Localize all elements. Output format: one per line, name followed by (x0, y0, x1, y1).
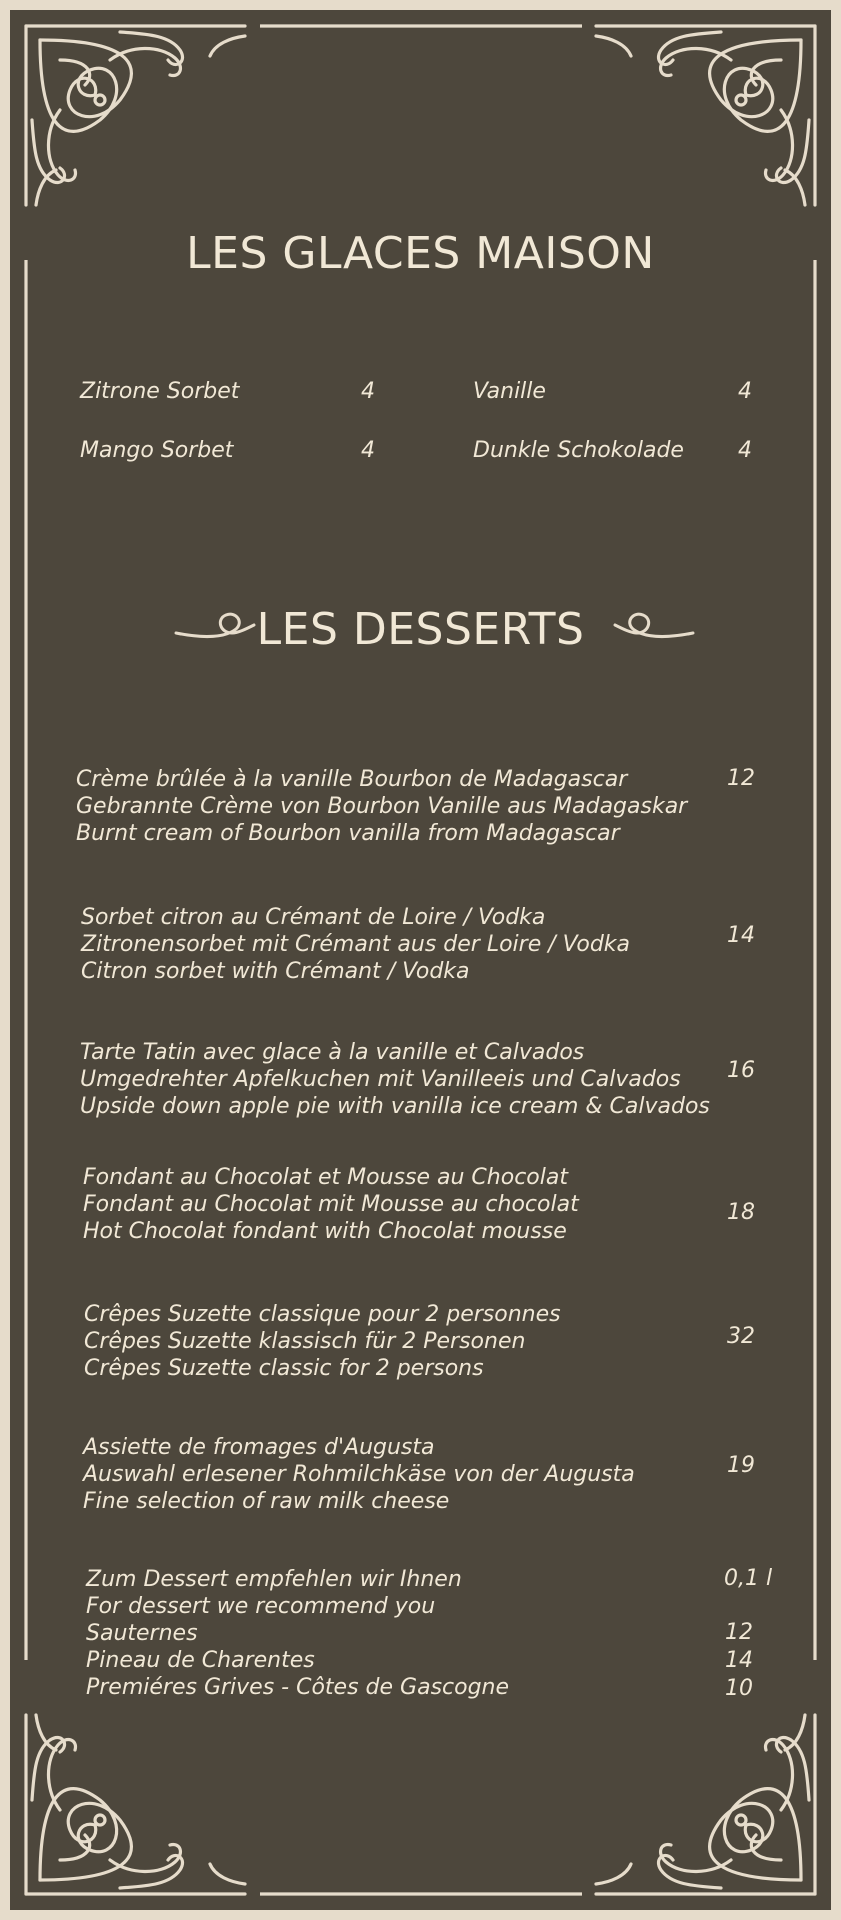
wine-heading-en: For dessert we recommend you (86, 1594, 436, 1619)
dessert-item (83, 1434, 635, 1515)
menu-item-name: Vanille (473, 379, 546, 404)
menu-item-name: Dunkle Schokolade (473, 438, 684, 463)
dessert-price: 18 (727, 1200, 755, 1225)
dessert-line-en: Burnt cream of Bourbon vanilla from Madagascar (76, 821, 620, 846)
dessert-line-de: Zitronensorbet mit Crémant aus der Loire / Vodka (81, 932, 631, 957)
dessert-line-de: Gebrannte Crème von Bourbon Vanille aus Madagaskar (76, 794, 688, 819)
dessert-line-fr: Crêpes Suzette classique pour 2 personnes (84, 1302, 561, 1327)
dessert-item (83, 1164, 579, 1245)
dessert-price: 19 (727, 1453, 755, 1478)
dessert-price: 12 (727, 766, 755, 791)
dessert-price: 14 (727, 923, 755, 948)
wine-price: 14 (725, 1648, 753, 1673)
glaces-title: LES GLACES MAISON (186, 228, 655, 279)
wine-name: Sauternes (86, 1621, 198, 1646)
wine-price: 10 (725, 1676, 753, 1701)
dessert-line-en: Hot Chocolat fondant with Chocolat mousse (83, 1219, 567, 1244)
wine-name: Premiéres Grives - Côtes de Gascogne (86, 1675, 510, 1700)
wine-unit: 0,1 l (724, 1566, 773, 1591)
dessert-line-fr: Sorbet citron au Crémant de Loire / Vodka (81, 905, 546, 930)
dessert-item (84, 1301, 561, 1382)
dessert-line-fr: Crème brûlée à la vanille Bourbon de Madagascar (76, 767, 628, 792)
dessert-line-fr: Tarte Tatin avec glace à la vanille et Calvados (80, 1040, 585, 1065)
flourish-corner-icon (596, 1715, 815, 1894)
dessert-item (80, 1039, 710, 1120)
dessert-line-de: Auswahl erlesener Rohmilchkäse von der Augusta (83, 1462, 635, 1487)
flourish-corner-icon (26, 1715, 245, 1894)
dessert-line-fr: Fondant au Chocolat et Mousse au Chocolat (83, 1165, 568, 1190)
wine-name: Pineau de Charentes (86, 1648, 315, 1673)
dessert-line-en: Upside down apple pie with vanilla ice cream & Calvados (80, 1094, 710, 1119)
flourish-corner-icon (596, 26, 815, 205)
dessert-line-en: Fine selection of raw milk cheese (83, 1489, 450, 1514)
wine-section (86, 1566, 509, 1701)
dessert-line-de: Fondant au Chocolat mit Mousse au chocolat (83, 1192, 579, 1217)
dessert-price: 32 (727, 1324, 755, 1349)
menu-item-price: 4 (361, 379, 375, 404)
wine-price: 12 (725, 1620, 753, 1645)
desserts-title: LES DESSERTS (256, 604, 585, 655)
dessert-line-en: Citron sorbet with Crémant / Vodka (81, 959, 470, 984)
menu-item-name: Zitrone Sorbet (80, 379, 240, 404)
dessert-line-de: Umgedrehter Apfelkuchen mit Vanilleeis und Calvados (80, 1067, 681, 1092)
dessert-line-de: Crêpes Suzette klassisch für 2 Personen (84, 1329, 526, 1354)
dessert-item (81, 904, 630, 985)
menu-item-price: 4 (361, 438, 375, 463)
menu-item-price: 4 (738, 438, 752, 463)
dessert-price: 16 (727, 1058, 755, 1083)
menu-item-price: 4 (738, 379, 752, 404)
wine-heading-de: Zum Dessert empfehlen wir Ihnen (86, 1567, 462, 1592)
dessert-line-fr: Assiette de fromages d'Augusta (83, 1435, 435, 1460)
flourish-corner-icon (26, 26, 245, 205)
menu-item-name: Mango Sorbet (80, 438, 234, 463)
dessert-line-en: Crêpes Suzette classic for 2 persons (84, 1356, 484, 1381)
dessert-item (76, 766, 687, 847)
